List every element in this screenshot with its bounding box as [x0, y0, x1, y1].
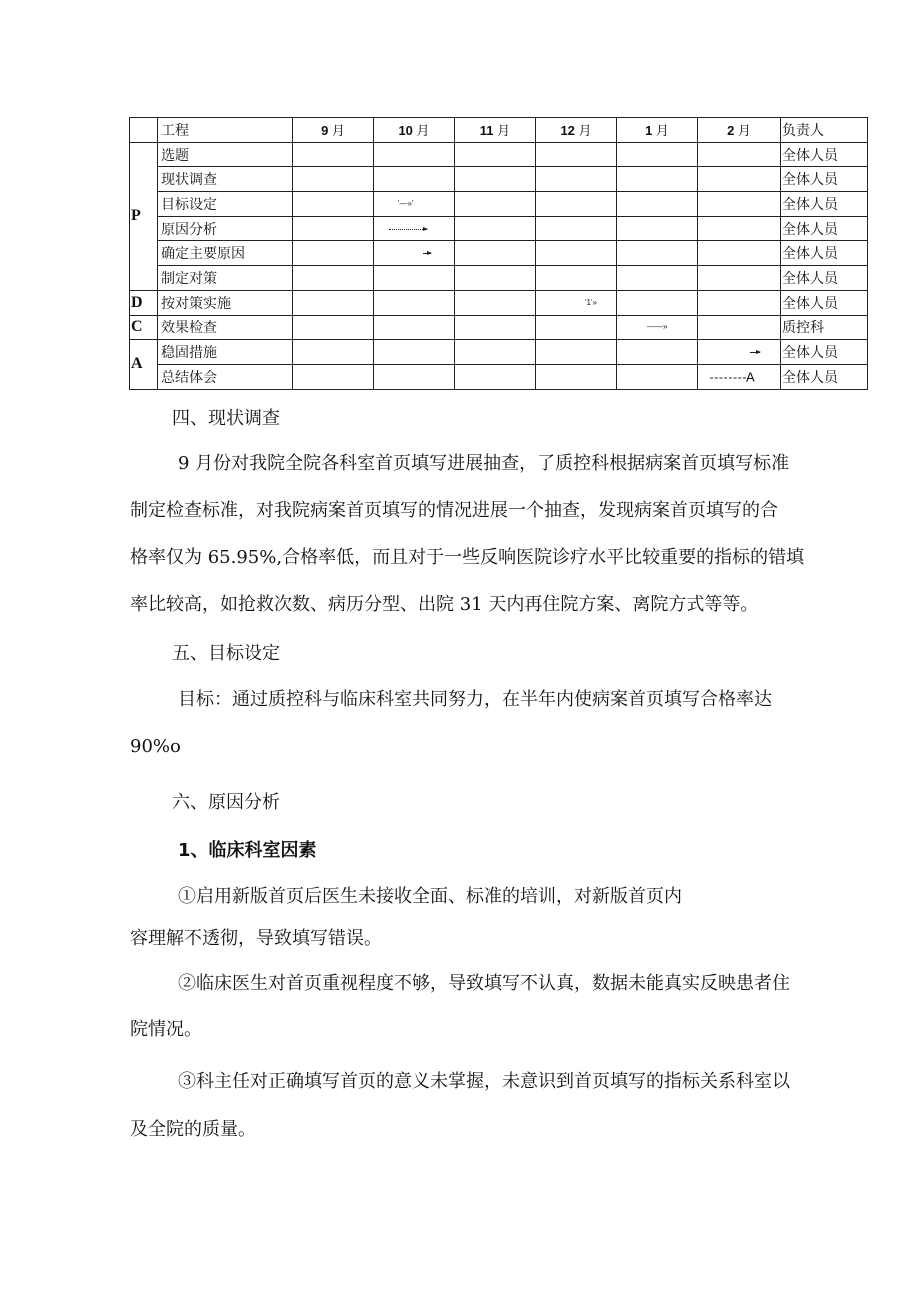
s4-paragraph-line-3: 格率仅为 65.95%,合格率低，而且对于一些反响医院诊疗水平比较重要的指标的错填: [130, 547, 805, 568]
task-cell: 效果检查: [158, 315, 293, 340]
owner-cell: 全体人员: [781, 192, 868, 217]
header-blank: [130, 118, 158, 143]
owner-cell: 全体人员: [781, 266, 868, 291]
task-cell: 稳固措施: [158, 340, 293, 365]
owner-cell: 全体人员: [781, 167, 868, 192]
schedule-mark: '1'»: [585, 297, 597, 307]
table-header-row: [130, 118, 868, 143]
task-cell: 确定主要原因: [158, 241, 293, 266]
s4-paragraph-line-1: 9 月份对我院全院各科室首页填写进展抽查，了质控科根据病案首页填写标准: [178, 453, 790, 474]
task-cell: 总结体会: [158, 364, 293, 389]
owner-cell: 全体人员: [781, 241, 868, 266]
schedule-arrow: [389, 229, 427, 230]
section-4-heading: 四、现状调查: [172, 408, 280, 429]
gantt-table: [129, 117, 868, 390]
task-cell: 按对策实施: [158, 290, 293, 315]
header-month-2: 2 月: [698, 118, 781, 143]
section-6-heading: 六、原因分析: [172, 792, 280, 813]
header-month-11: 11 月: [455, 118, 536, 143]
table-row: [130, 340, 868, 365]
cause-2-line-1: ②临床医生对首页重视程度不够，导致填写不认真，数据未能真实反映患者住: [178, 973, 790, 994]
schedule-mark: ——»: [647, 322, 668, 332]
schedule-end-mark: A: [710, 369, 755, 384]
owner-cell: 全体人员: [781, 364, 868, 389]
phase-d: D: [130, 290, 158, 315]
table-row: [130, 167, 868, 192]
header-month-9: 9 月: [293, 118, 374, 143]
phase-a: A: [130, 340, 158, 389]
section-5-heading: 五、目标设定: [172, 643, 280, 664]
schedule-mark: '—»': [398, 198, 414, 208]
header-item: 工程: [158, 118, 293, 143]
phase-p: P: [130, 142, 158, 290]
table-row: [130, 266, 868, 291]
table-row: [130, 216, 868, 241]
s4-paragraph-line-4: 率比较高，如抢救次数、病历分型、出院 31 天内再住院方案、离院方式等等。: [130, 594, 759, 615]
task-cell: 目标设定: [158, 192, 293, 217]
header-month-1: 1 月: [617, 118, 698, 143]
goal-line-2: 90%o: [130, 736, 181, 757]
task-cell: 选题: [158, 142, 293, 167]
cause-3-line-2: 及全院的质量。: [130, 1119, 256, 1140]
cause-1-line-1: ①启用新版首页后医生未接收全面、标准的培训，对新版首页内: [178, 886, 682, 907]
table-row: [130, 241, 868, 266]
table-row: [130, 192, 868, 217]
table-row: [130, 142, 868, 167]
schedule-arrow: [423, 253, 431, 254]
cause-2-line-2: 院情况。: [130, 1019, 202, 1040]
schedule-arrow: [750, 352, 760, 353]
table-row: [130, 364, 868, 389]
owner-cell: 全体人员: [781, 290, 868, 315]
table-row: [130, 290, 868, 315]
task-cell: 制定对策: [158, 266, 293, 291]
owner-cell: 全体人员: [781, 340, 868, 365]
owner-cell: 全体人员: [781, 216, 868, 241]
section-6-subheading: 1、临床科室因素: [178, 840, 317, 861]
table-row: [130, 315, 868, 340]
owner-cell: 全体人员: [781, 142, 868, 167]
header-month-12: 12 月: [536, 118, 617, 143]
cause-1-line-2: 容理解不透彻，导致填写错误。: [130, 928, 382, 949]
goal-line-1: 目标：通过质控科与临床科室共同努力，在半年内使病案首页填写合格率达: [178, 689, 772, 710]
header-owner: 负责人: [781, 118, 868, 143]
s4-paragraph-line-2: 制定检查标准，对我院病案首页填写的情况进展一个抽查，发现病案首页填写的合: [130, 500, 778, 521]
cause-3-line-1: ③科主任对正确填写首页的意义未掌握，未意识到首页填写的指标关系科室以: [178, 1071, 790, 1092]
owner-cell: 质控科: [781, 315, 868, 340]
task-cell: 原因分析: [158, 216, 293, 241]
task-cell: 现状调查: [158, 167, 293, 192]
header-month-10: 10 月: [374, 118, 455, 143]
phase-c: C: [130, 315, 158, 340]
